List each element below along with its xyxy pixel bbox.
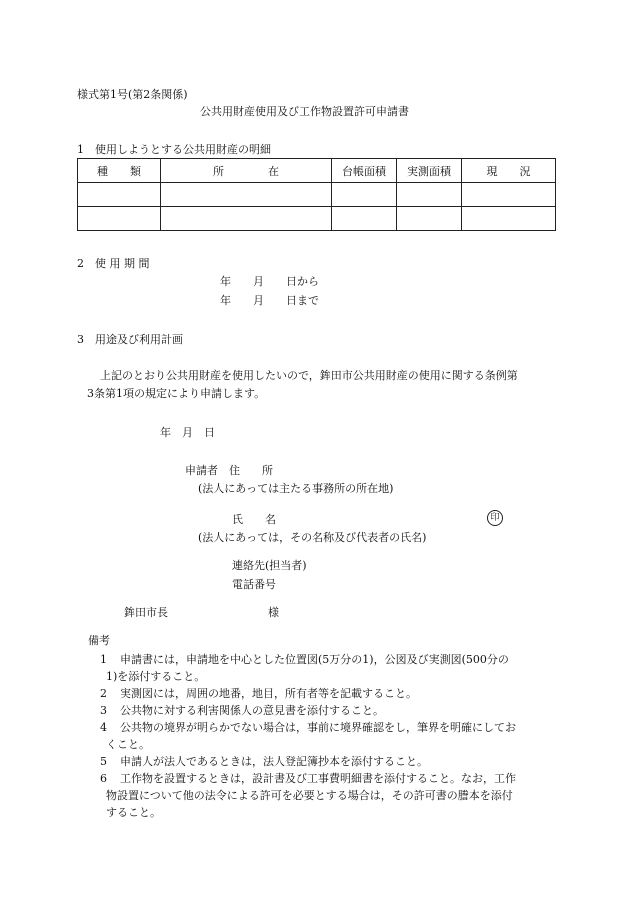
note-text: 工作物を設置するときは，設計書及び工事費明細書を添付すること。なお，工作 — [120, 772, 516, 785]
form-number: 様式第1号(第2条関係) — [77, 88, 188, 101]
period-from: 年 月 日から — [220, 275, 319, 288]
col-header-measured-area: 実測面積 — [397, 159, 462, 183]
col-header-condition: 現 況 — [462, 159, 556, 183]
seal-mark: 印 — [487, 510, 503, 526]
note-text: 公共物に対する利害関係人の意見書を添付すること。 — [120, 704, 384, 717]
note-text: 申請人が法人であるときは，法人登記簿抄本を添付すること。 — [120, 755, 428, 768]
applicant-address-note: (法人にあっては主たる事務所の所在地) — [198, 482, 394, 495]
statement-line-1: 上記のとおり公共用財産を使用したいので，鉾田市公共用財産の使用に関する条例第 — [100, 369, 518, 382]
section2-heading: 2 使 用 期 間 — [77, 257, 150, 270]
note-text: すること。 — [106, 806, 161, 819]
statement-line-2: 3条第1項の規定により申請します。 — [87, 387, 266, 400]
application-date: 年 月 日 — [160, 426, 215, 439]
table-header-row — [78, 159, 556, 183]
addressee-honorific: 様 — [268, 606, 279, 619]
property-table — [77, 158, 556, 231]
table-cell[interactable] — [332, 207, 397, 231]
note-text: 実測図には，周囲の地番，地目，所有者等を記載すること。 — [120, 687, 417, 700]
table-row — [78, 207, 556, 231]
table-cell[interactable] — [397, 183, 462, 207]
applicant-address-label: 申請者 住 所 — [185, 464, 273, 477]
table-cell[interactable] — [78, 207, 161, 231]
phone-number-label: 電話番号 — [232, 578, 276, 591]
contact-person-label: 連絡先(担当者) — [232, 559, 307, 572]
note-number: 1 — [100, 653, 107, 666]
applicant-name-label: 氏 名 — [232, 513, 276, 526]
applicant-name-note: (法人にあっては，その名称及び代表者の氏名) — [198, 531, 427, 544]
note-text: 申請書には，申請地を中心とした位置図(5万分の1)，公図及び実測図(500分の — [120, 653, 509, 666]
note-number: 5 — [100, 755, 107, 768]
notes-heading: 備考 — [88, 634, 110, 647]
note-text: 物設置について他の法令による許可を必要とする場合は，その許可書の謄本を添付 — [106, 789, 513, 802]
table-cell[interactable] — [161, 183, 332, 207]
note-text: 1)を添付すること。 — [106, 670, 206, 683]
mayor-addressee: 鉾田市長 — [124, 606, 168, 619]
col-header-ledger-area: 台帳面積 — [332, 159, 397, 183]
table-cell[interactable] — [462, 207, 556, 231]
note-text: くこと。 — [106, 738, 150, 751]
table-cell[interactable] — [161, 207, 332, 231]
table-cell[interactable] — [397, 207, 462, 231]
note-number: 6 — [100, 772, 107, 785]
note-number: 2 — [100, 687, 107, 700]
section1-heading: 1 使用しようとする公共用財産の明細 — [77, 143, 271, 156]
note-number: 3 — [100, 704, 107, 717]
section3-heading: 3 用途及び利用計画 — [77, 333, 183, 346]
col-header-type: 種 類 — [78, 159, 161, 183]
document-title: 公共用財産使用及び工作物設置許可申請書 — [200, 105, 409, 118]
col-header-location: 所 在 — [161, 159, 332, 183]
table-cell[interactable] — [332, 183, 397, 207]
note-number: 4 — [100, 721, 107, 734]
note-text: 公共物の境界が明らかでない場合は，事前に境界確認をし，筆界を明確にしてお — [120, 721, 516, 734]
period-to: 年 月 日まで — [220, 294, 319, 307]
table-cell[interactable] — [78, 183, 161, 207]
table-cell[interactable] — [462, 183, 556, 207]
table-row — [78, 183, 556, 207]
